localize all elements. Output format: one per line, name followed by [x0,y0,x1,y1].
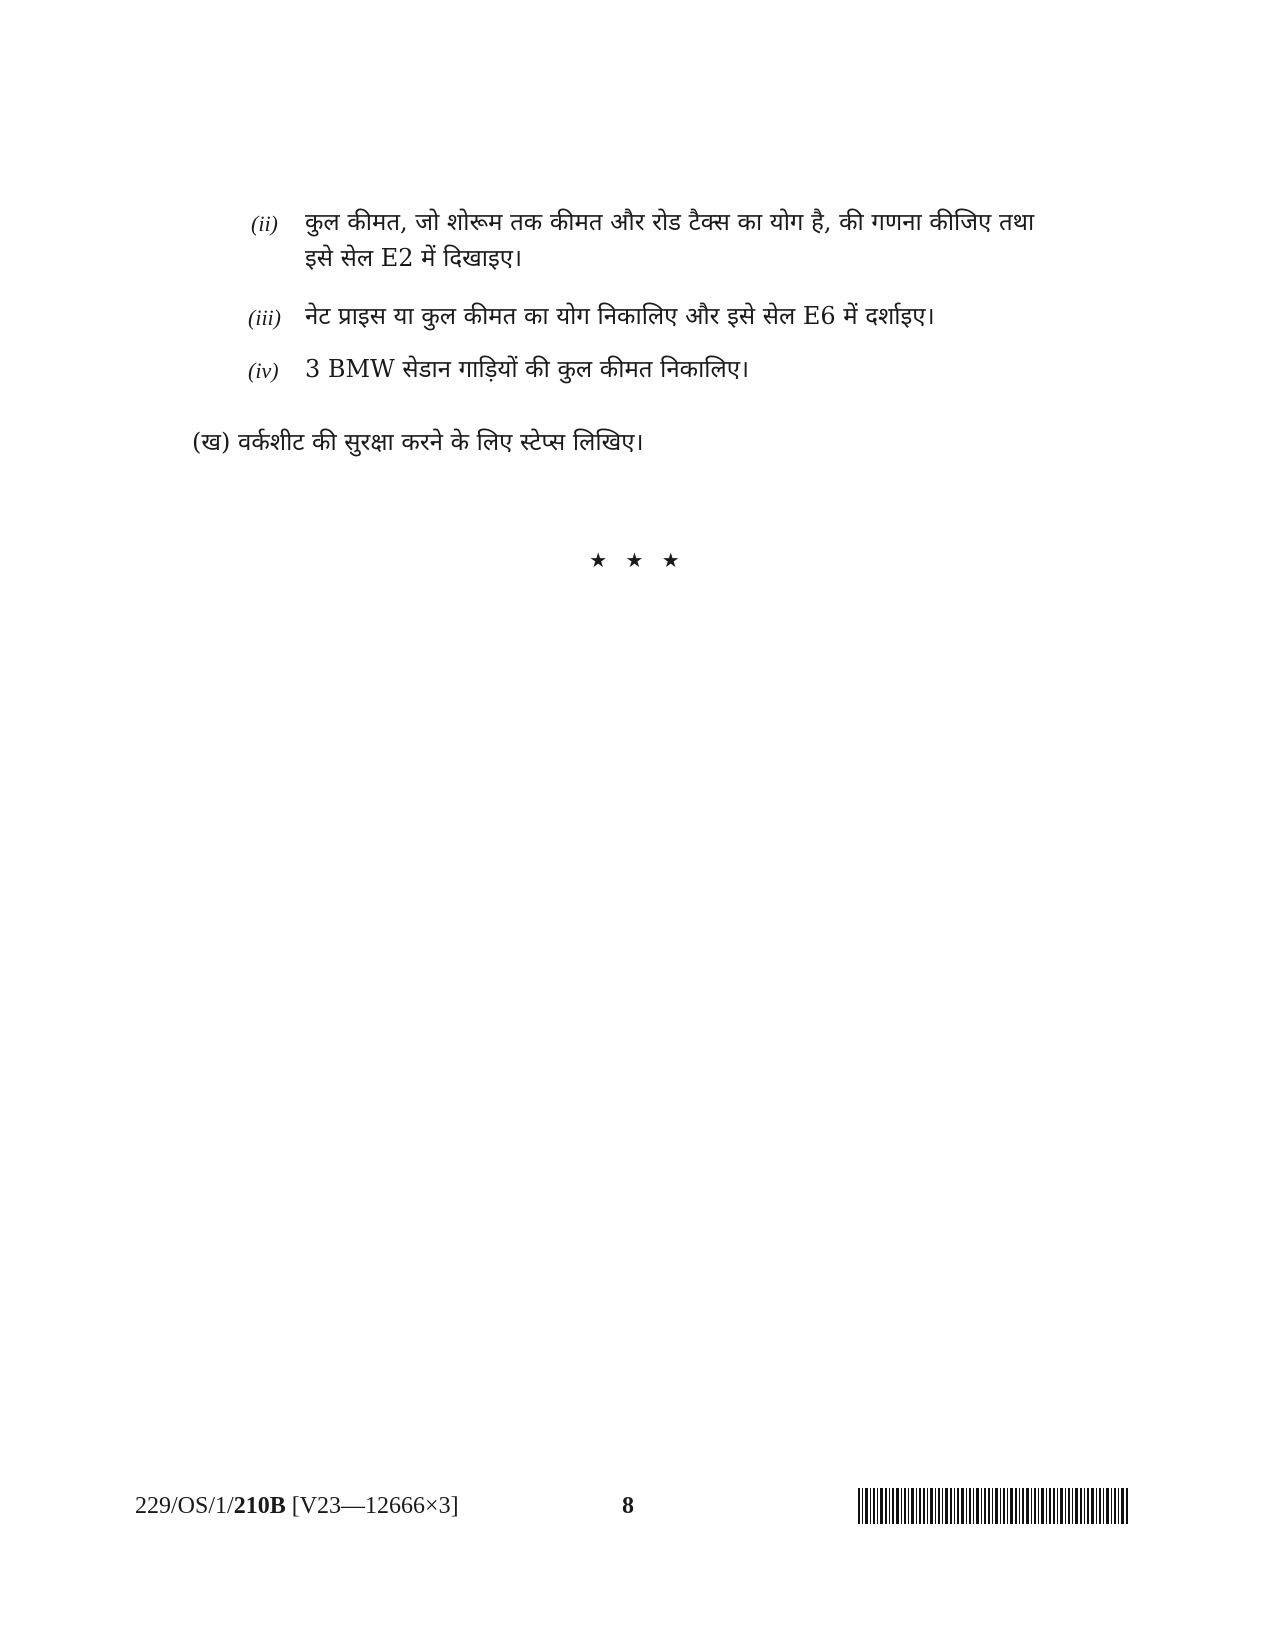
part-b-question: (ख) वर्कशीट की सुरक्षा करने के लिए स्टेप्स लिखिए। [192,428,644,456]
paper-code-prefix: 229/OS/1/ [135,1493,234,1519]
question-iv-text: 3 BMW सेडान गाड़ियों की कुल कीमत निकालिए। [305,355,750,383]
roman-numeral-iv: (iv) [248,358,279,383]
question-iii-text: नेट प्राइस या कुल कीमत का योग निकालिए और इसे सेल E6 में दर्शाइए। [305,302,935,330]
paper-code [135,1490,459,1522]
roman-numeral-ii: (ii) [251,211,278,236]
barcode-image [858,1488,1128,1524]
paper-code-bold: 210B [233,1493,286,1519]
roman-numeral-iii: (iii) [248,305,281,330]
paper-code-suffix: [V23—12666×3] [285,1493,459,1519]
question-ii-line-2: इसे सेल E2 में दिखाइए। [305,244,523,272]
end-of-paper-stars: ★ ★ ★ [589,548,686,572]
page-number: 8 [622,1493,634,1519]
question-ii-line-1: कुल कीमत, जो शोरूम तक कीमत और रोड टैक्स का योग है, की गणना कीजिए तथा [305,208,1035,236]
